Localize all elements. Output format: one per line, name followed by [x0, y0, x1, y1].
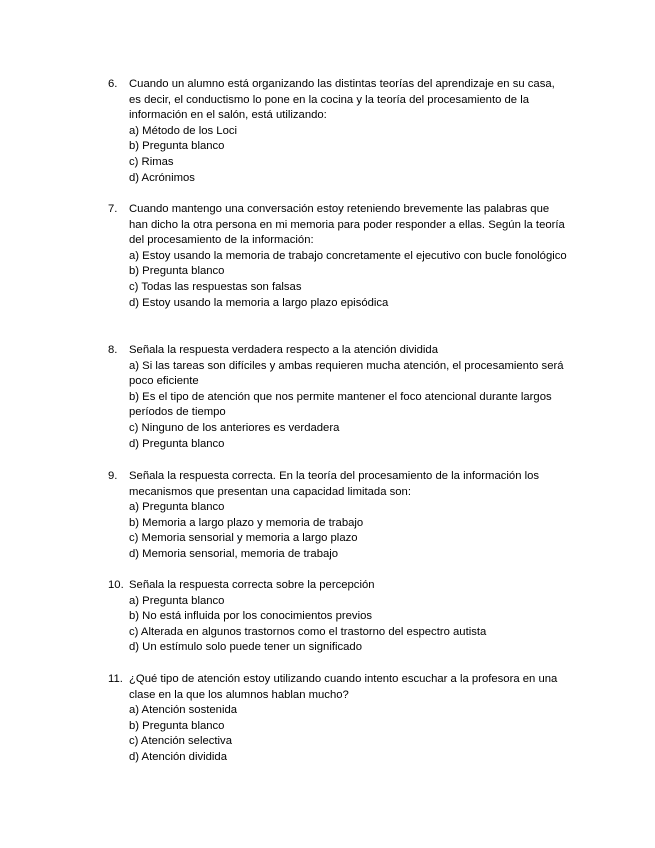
question-text: ¿Qué tipo de atención estoy utilizando cuando intento escuchar a la profesora en una clase en la que los alumnos hablan mucho? [129, 673, 558, 701]
answer-option-b: b) Memoria a largo plazo y memoria de trabajo [129, 516, 364, 529]
answer-option-d: d) Un estímulo solo puede tener un significado [129, 641, 362, 654]
question-text: Señala la respuesta correcta. En la teoría del procesamiento de la información los mecanismos que presentan una capacidad limitada son: [129, 470, 540, 498]
answer-option-b: b) Pregunta blanco [129, 265, 225, 278]
question-number: 6. [108, 78, 118, 90]
question-8 [108, 343, 568, 452]
question-11 [108, 672, 568, 766]
answer-option-c: c) Ninguno de los anteriores es verdadera [129, 421, 340, 434]
answer-option-a: a) Atención sostenida [129, 704, 238, 717]
answer-option-d: d) Pregunta blanco [129, 437, 225, 450]
answer-option-b: b) Pregunta blanco [129, 719, 225, 732]
question-number: 7. [108, 203, 118, 215]
question-9 [108, 469, 568, 563]
answer-option-d: d) Atención dividida [129, 750, 227, 763]
answer-option-a: a) Pregunta blanco [129, 594, 225, 607]
answer-option-a: a) Si las tareas son difíciles y ambas requieren mucha atención, el procesamiento será poco eficiente [129, 359, 564, 388]
question-10 [108, 578, 568, 656]
answer-option-c: c) Alterada en algunos trastornos como el trastorno del espectro autista [129, 625, 487, 638]
answer-option-d: d) Memoria sensorial, memoria de trabajo [129, 547, 339, 560]
question-number: 9. [108, 470, 118, 482]
answer-option-d: d) Acrónimos [129, 171, 195, 184]
answer-option-c: c) Memoria sensorial y memoria a largo plazo [129, 532, 358, 545]
question-text: Cuando mantengo una conversación estoy reteniendo brevemente las palabras que han dicho la otra persona en mi memoria para poder responder a ellas. Según la teoría del procesamiento de la información: [129, 203, 565, 247]
question-6 [108, 77, 568, 186]
answer-option-d: d) Estoy usando la memoria a largo plazo episódica [129, 296, 389, 309]
answer-option-c: c) Todas las respuestas son falsas [129, 280, 302, 293]
answer-option-b: b) No está influida por los conocimientos previos [129, 610, 373, 623]
answer-option-a: a) Pregunta blanco [129, 501, 225, 514]
question-number: 8. [108, 344, 118, 356]
question-number: 10. [108, 579, 124, 591]
question-text: Cuando un alumno está organizando las distintas teorías del aprendizaje en su casa, es decir, el conductismo lo pone en la cocina y la teoría del procesamiento de la información en el salón, está utilizando: [129, 78, 555, 122]
answer-option-a: a) Estoy usando la memoria de trabajo concretamente el ejecutivo con bucle fonológico [129, 249, 567, 262]
question-number: 11. [108, 673, 123, 685]
answer-option-c: c) Atención selectiva [129, 735, 232, 748]
answer-option-b: b) Pregunta blanco [129, 140, 225, 153]
question-text: Señala la respuesta verdadera respecto a la atención dividida [129, 344, 438, 356]
answer-option-b: b) Es el tipo de atención que nos permite mantener el foco atencional durante largos períodos de tiempo [129, 390, 552, 419]
answer-option-a: a) Método de los Loci [129, 124, 238, 137]
answer-option-c: c) Rimas [129, 155, 174, 168]
question-7 [108, 202, 568, 311]
question-text: Señala la respuesta correcta sobre la percepción [129, 579, 375, 591]
